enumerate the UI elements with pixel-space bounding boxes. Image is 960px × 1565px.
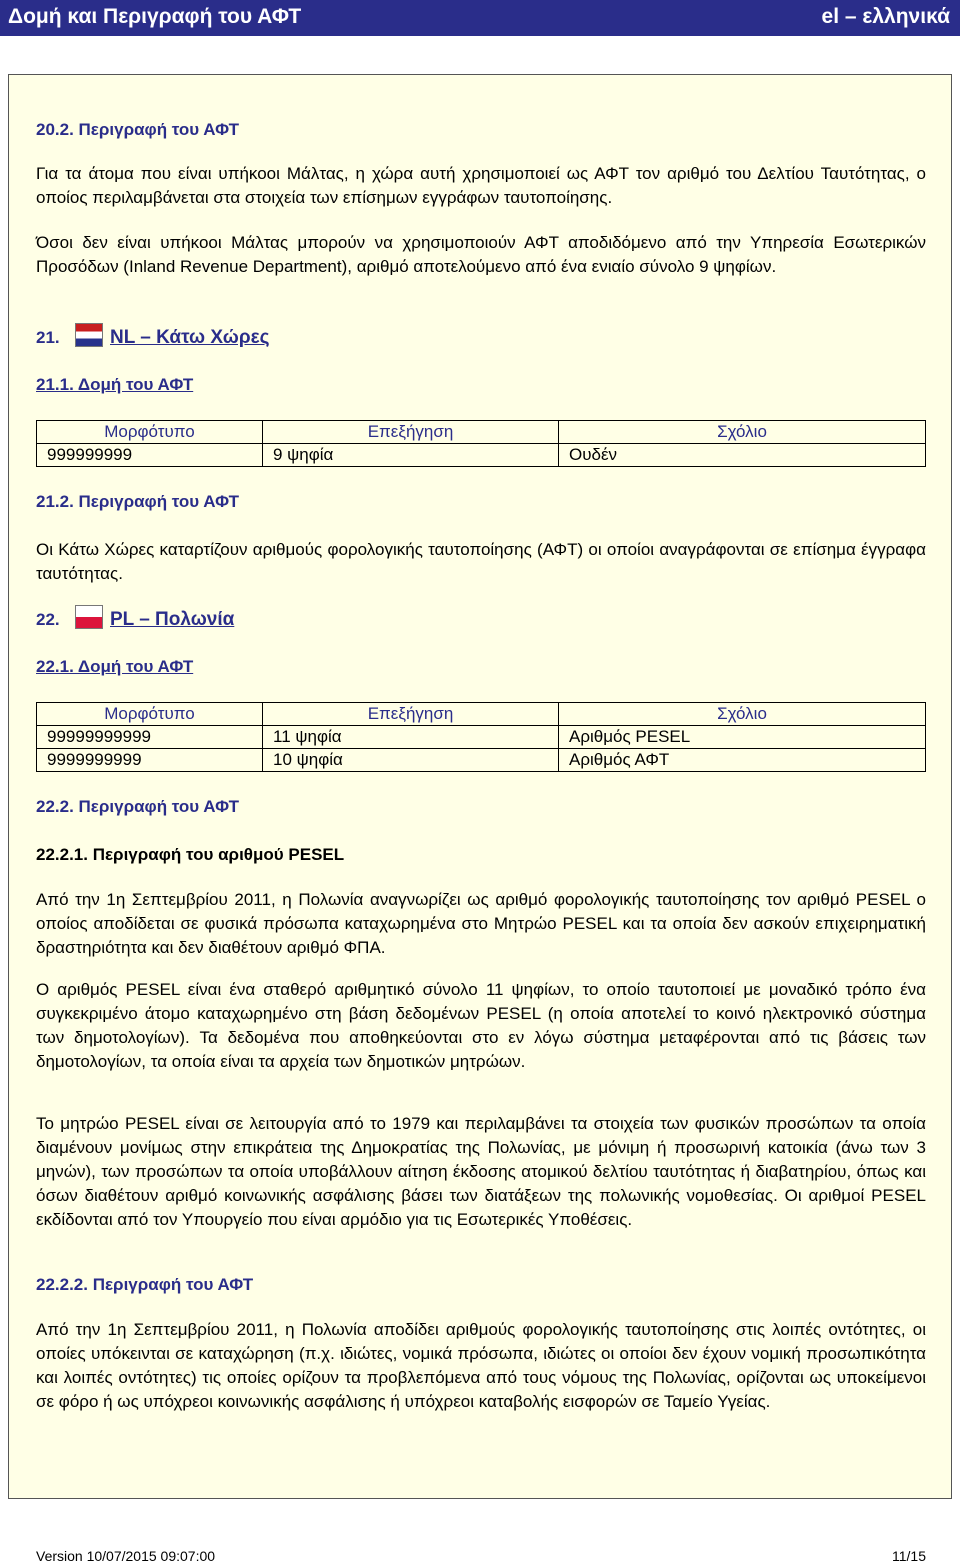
table-cell: Ουδέν	[559, 444, 926, 467]
nl-paragraph-1: Οι Κάτω Χώρες καταρτίζουν αριθμούς φορολογικής ταυτοποίησης (ΑΦΤ) οι οποίοι αναγράφονται σε επίσημα έγγραφα ταυτότητας.	[36, 540, 926, 583]
table-cell: 999999999	[37, 444, 263, 467]
table-header-comment: Σχόλιο	[559, 703, 926, 726]
pl-tin-paragraph-1: Από την 1η Σεπτεμβρίου 2011, η Πολωνία αποδίδει αριθμούς φορολογικής ταυτοποίησης στις λοιπές οντότητες, οι οποίες υπόκεινται σε καταχώρηση (π.χ. ιδιώτες, νομικά πρόσωπα, ιδιώτες οι οποίοι δεν έχουν νομική προσωπικότητα και λοιπές οντότητες) τις οποίες ορίζουν τα προβλεπόμενα από τους νόμους της Πολωνίας, ορίζονται ως υποκείμενοι σε φόρο ή ως υπόχρεοι κοινωνικής ασφάλισης ή υπόχρεοι καταβολής εισφορών σε Ταμείο Υγείας.	[36, 1320, 926, 1411]
footer-version: Version 10/07/2015 09:07:00	[36, 1548, 216, 1564]
table-row	[37, 444, 926, 467]
table-cell: Αριθμός PESEL	[559, 726, 926, 749]
table-cell: 9999999999	[37, 749, 263, 772]
pl-description-heading: 22.2. Περιγραφή του ΑΦΤ	[36, 797, 239, 816]
table-header-format: Μορφότυπο	[37, 421, 263, 444]
table-row	[37, 749, 926, 772]
pl-section-number: 22.	[36, 610, 60, 629]
pl-structure-heading: 22.1. Δομή του ΑΦΤ	[36, 657, 194, 676]
table-header-explanation: Επεξήγηση	[263, 421, 559, 444]
header-title: Δομή και Περιγραφή του ΑΦΤ	[8, 5, 302, 28]
pl-section-title: PL – Πολωνία	[110, 609, 235, 630]
pesel-paragraph-3: Το μητρώο PESEL είναι σε λειτουργία από το 1979 και περιλαμβάνει τα στοιχεία των φυσικών προσώπων τα οποία διαμένουν μονίμως στην επικράτεια της Δημοκρατίας της Πολωνίας, με μόνιμη ή προσωρινή κατοικία (άνω των 3 μηνών), των προσώπων τα οποία υποβάλλουν αίτηση έκδοσης ατομικού δελτίου ταυτότητας ή διαβατηρίου, όπως και όσων διαθέτουν αριθμό κοινωνικής ασφάλισης βάσει των διατάξεων της πολωνικής νομοθεσίας. Οι αριθμοί PESEL εκδίδονται από τον Υπουργείο που είναι αρμόδιο για τις Εσωτερικές Υποθέσεις.	[36, 1114, 926, 1229]
nl-section-number: 21.	[36, 328, 60, 347]
mt-description-heading: 20.2. Περιγραφή του ΑΦΤ	[36, 120, 239, 139]
pl-tin-table	[36, 702, 926, 772]
nl-section-title: NL – Κάτω Χώρες	[110, 327, 270, 348]
table-cell: 11 ψηφία	[263, 726, 559, 749]
table-header-row	[37, 421, 926, 444]
table-header-explanation: Επεξήγηση	[263, 703, 559, 726]
header-language: el – ελληνικά	[821, 5, 950, 28]
nl-tin-table	[36, 420, 926, 467]
table-cell: 99999999999	[37, 726, 263, 749]
table-header-row	[37, 703, 926, 726]
table-row	[37, 726, 926, 749]
table-cell: Αριθμός ΑΦΤ	[559, 749, 926, 772]
table-header-format: Μορφότυπο	[37, 703, 263, 726]
mt-paragraph-2: Όσοι δεν είναι υπήκοοι Μάλτας μπορούν να χρησιμοποιούν ΑΦΤ αποδιδόμενο από την Υπηρεσία Εσωτερικών Προσόδων (Inland Revenue Department), αριθμό αποτελούμενο από ένα ενιαίο σύνολο 9 ψηφίων.	[36, 233, 926, 276]
nl-description-heading: 21.2. Περιγραφή του ΑΦΤ	[36, 492, 239, 511]
pesel-paragraph-1: Από την 1η Σεπτεμβρίου 2011, η Πολωνία αναγνωρίζει ως αριθμό φορολογικής ταυτοποίησης τον αριθμό PESEL ο οποίος αποδίδεται σε φυσικά πρόσωπα καταχωρημένα στο Μητρώο PESEL και τα οποία δεν ασκούν επιχειρηματική δραστηριότητα και δεν διαθέτουν αριθμό ΦΠΑ.	[36, 890, 926, 957]
pesel-paragraph-2: Ο αριθμός PESEL είναι ένα σταθερό αριθμητικό σύνολο 11 ψηφίων, το οποίο ταυτοποιεί με μοναδικό τρόπο ένα συγκεκριμένο άτομο καταχωρημένο στη βάση δεδομένων PESEL (η οποία αποτελεί το κοινό ηλεκτρονικό σύστημα των δημοτολογίων). Τα δεδομένα που αποθηκεύονται στο εν λόγω σύστημα μεταφέρονται από τις βάσεις των δημοτολογίων, τα οποία είναι τα αρχεία των δημοτικών μητρώων.	[36, 980, 926, 1071]
page-header	[0, 0, 960, 36]
footer-page-number: 11/15	[892, 1548, 926, 1564]
table-header-comment: Σχόλιο	[559, 421, 926, 444]
nl-structure-heading: 21.1. Δομή του ΑΦΤ	[36, 375, 194, 394]
pesel-heading: 22.2.1. Περιγραφή του αριθμού PESEL	[36, 845, 345, 864]
poland-flag-icon	[75, 605, 103, 629]
table-cell: 9 ψηφία	[263, 444, 559, 467]
table-cell: 10 ψηφία	[263, 749, 559, 772]
mt-paragraph-1: Για τα άτομα που είναι υπήκοοι Μάλτας, η χώρα αυτή χρησιμοποιεί ως ΑΦΤ τον αριθμό του Δελτίου Ταυτότητας, ο οποίος περιλαμβάνεται στα στοιχεία των επίσημων εγγράφων ταυτοποίησης.	[36, 164, 926, 207]
netherlands-flag-icon	[75, 323, 103, 347]
pl-tin-heading: 22.2.2. Περιγραφή του ΑΦΤ	[36, 1275, 254, 1294]
